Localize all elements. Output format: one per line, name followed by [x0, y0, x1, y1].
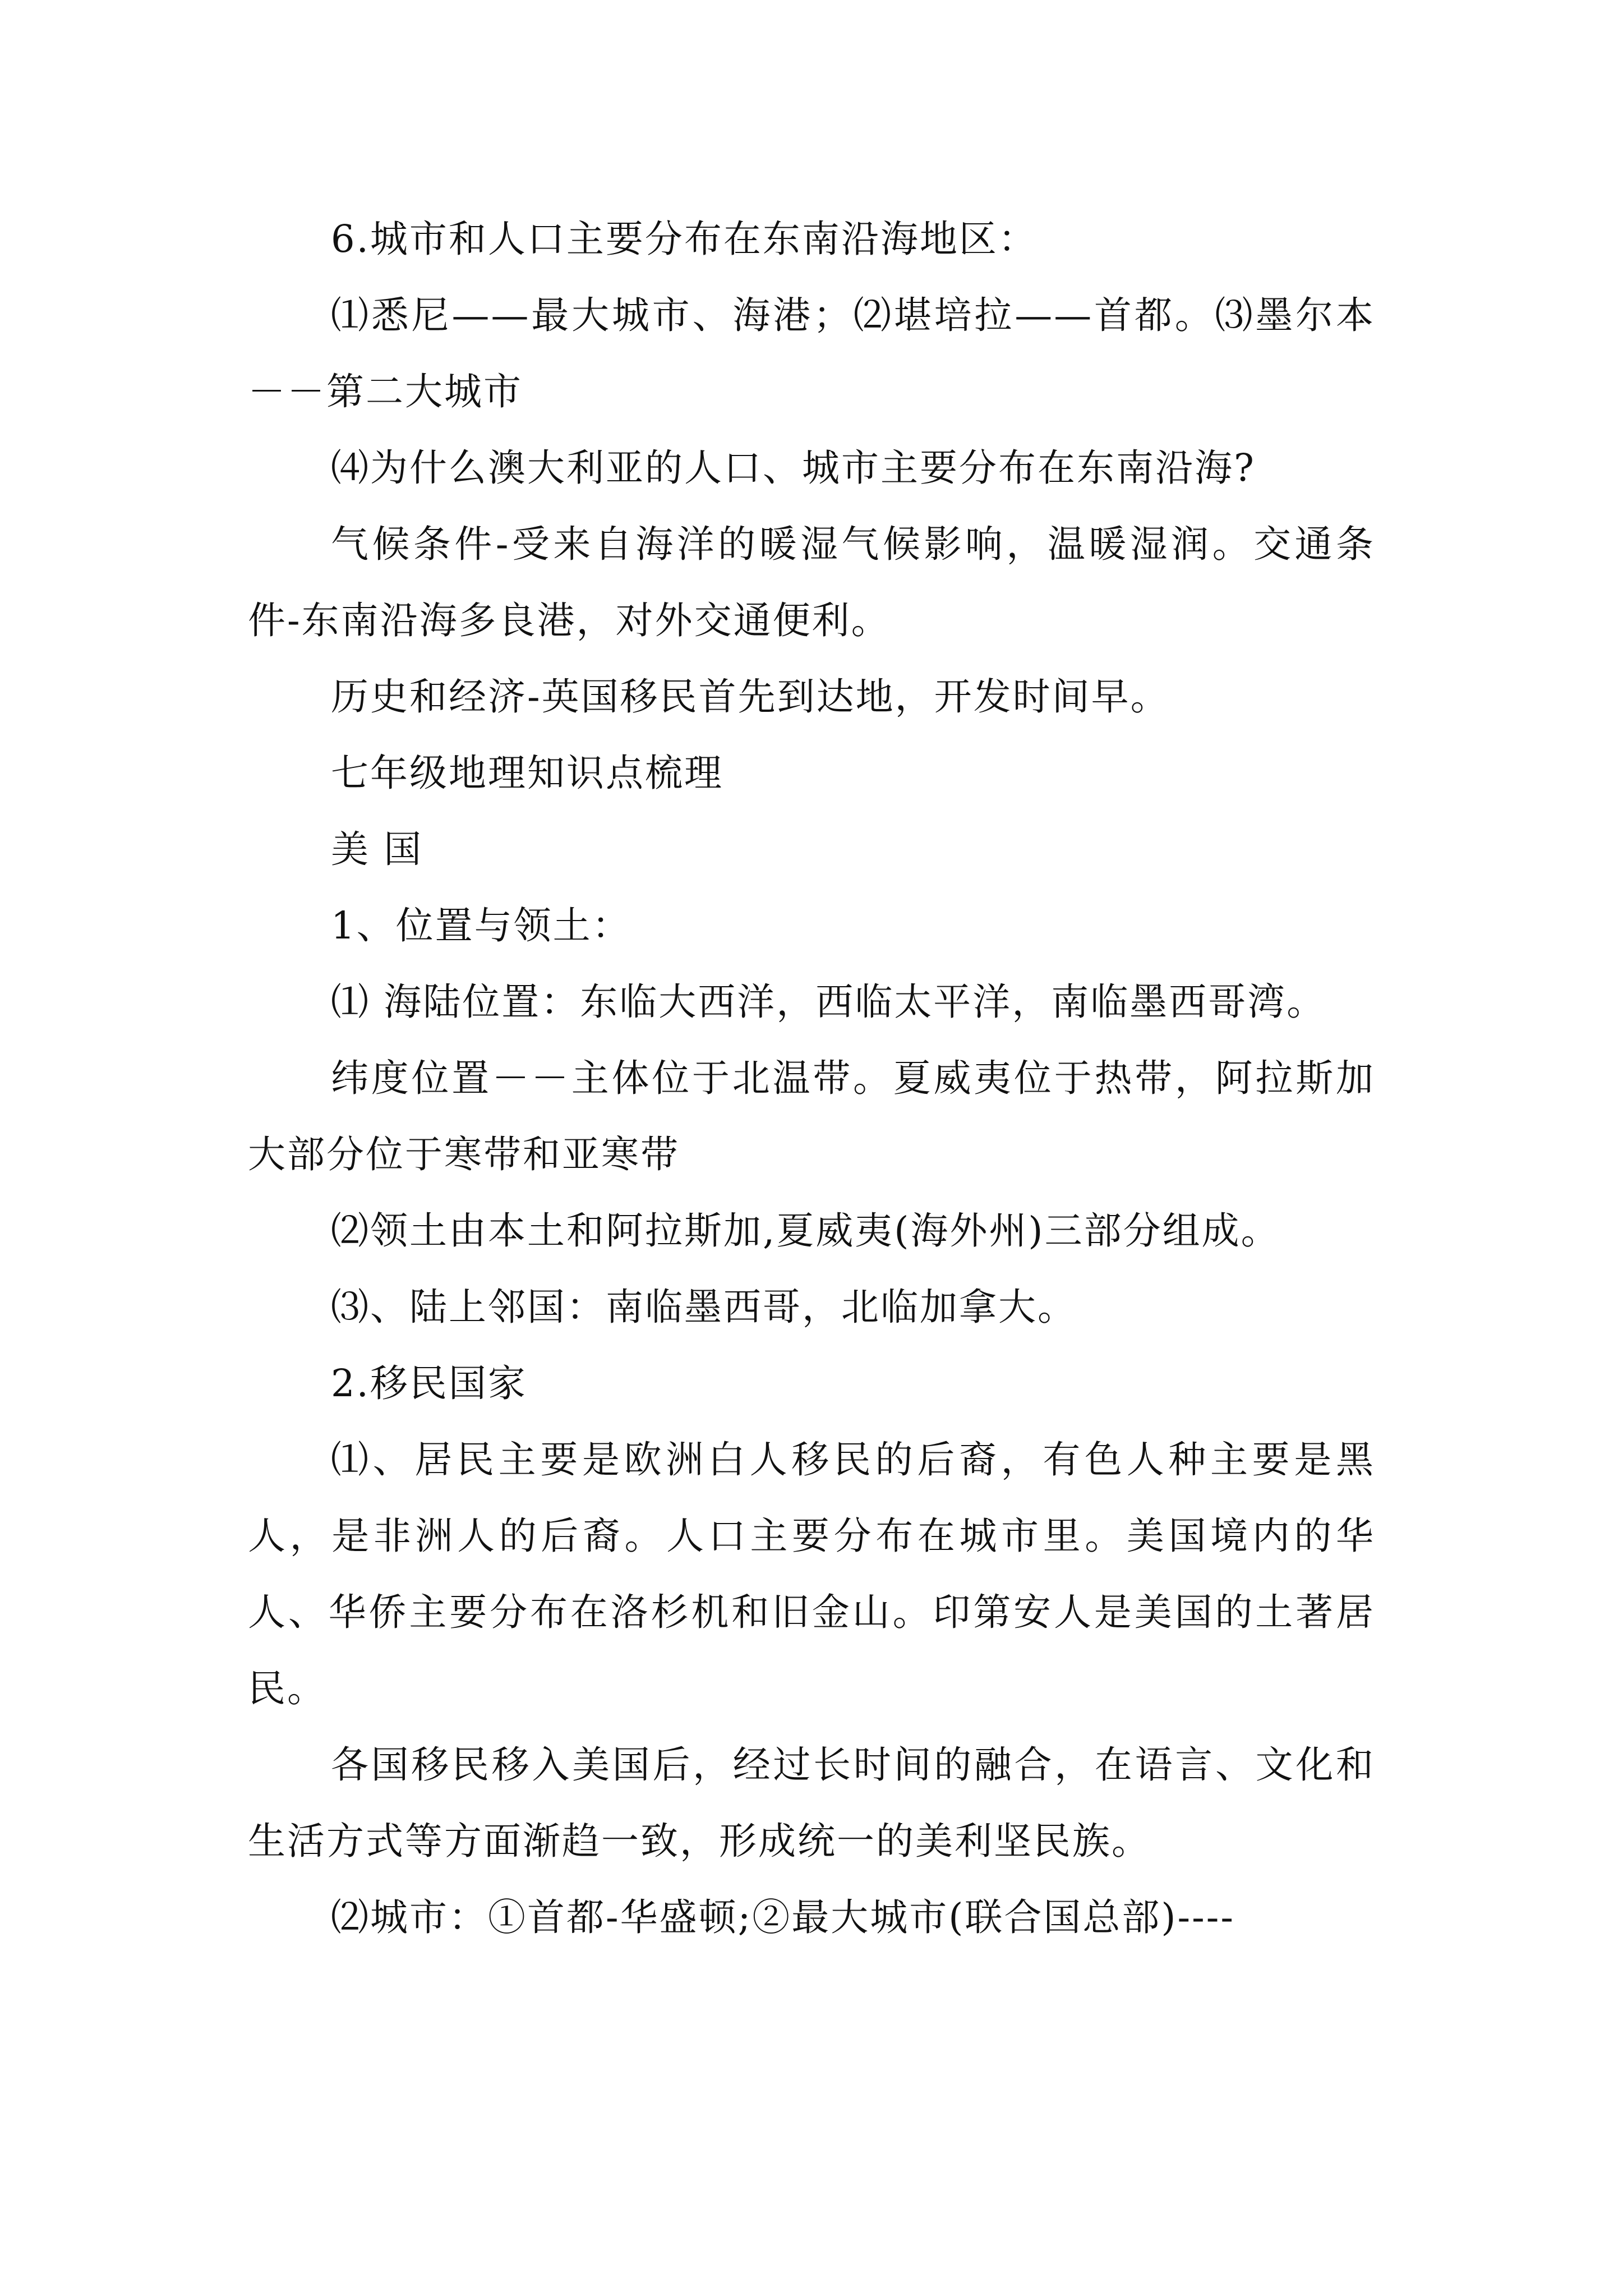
subheading-location-territory: 1、位置与领土： — [331, 904, 631, 947]
paragraph-land-neighbors: ⑶、陆上邻国：南临墨西哥，北临加拿大。 — [331, 1285, 1077, 1329]
paragraph-climate-transport: 气候条件-受来自海洋的暖湿气候影响，温暖湿润。交通条件-东南沿海多良港，对外交通便利。 — [248, 522, 1375, 642]
subheading-immigrant-country: 2.移民国家 — [331, 1361, 527, 1405]
section-title: 七年级地理知识点梳理 — [331, 751, 723, 795]
paragraph-question-why: ⑷为什么澳大利亚的人口、城市主要分布在东南沿海? — [331, 446, 1256, 490]
paragraph-residents: ⑴、居民主要是欧洲白人移民的后裔，有色人种主要是黑人，是非洲人的后裔。人口主要分布在城市里。美国境内的华人、华侨主要分布在洛杉机和旧金山。印第安人是美国的土著居民。 — [248, 1438, 1375, 1710]
paragraph-6-heading: 6.城市和人口主要分布在东南沿海地区： — [331, 217, 1038, 261]
paragraph-american-nation: 各国移民移入美国后，经过长时间的融合，在语言、文化和生活方式等方面渐趋一致，形成统一的美利坚民族。 — [248, 1743, 1375, 1863]
paragraph-major-cities: ⑴悉尼——最大城市、海港；⑵堪培拉——首都。⑶墨尔本－－第二大城市 — [248, 293, 1375, 413]
paragraph-land-sea-position: ⑴ 海陆位置：东临大西洋，西临太平洋，南临墨西哥湾。 — [331, 980, 1326, 1024]
paragraph-territory-composition: ⑵领土由本土和阿拉斯加,夏威夷(海外州)三部分组成。 — [331, 1209, 1280, 1253]
paragraph-cities: ⑵城市：①首都-华盛顿;②最大城市(联合国总部)---- — [331, 1895, 1235, 1939]
country-heading: 美 国 — [331, 827, 423, 871]
paragraph-history-economy: 历史和经济-英国移民首先到达地，开发时间早。 — [331, 675, 1170, 719]
paragraph-latitude-position: 纬度位置－－主体位于北温带。夏威夷位于热带，阿拉斯加大部分位于寒带和亚寒带 — [248, 1056, 1375, 1176]
document-body — [248, 201, 1375, 1955]
